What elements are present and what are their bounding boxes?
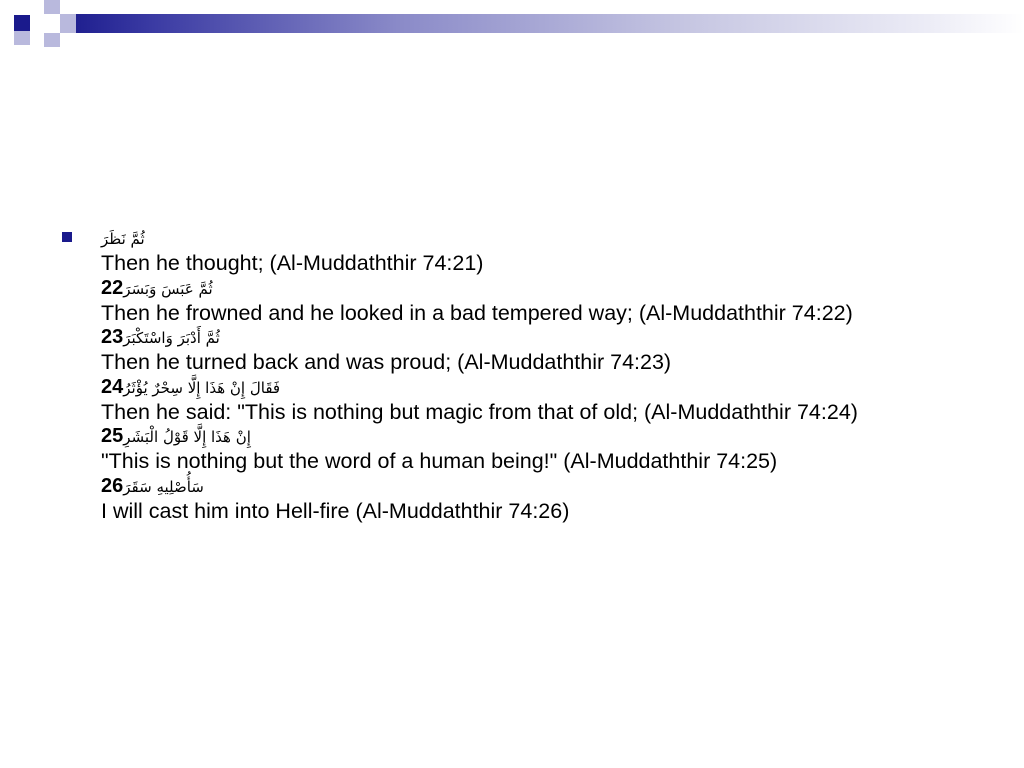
verse-item [101, 226, 962, 276]
arabic-text: ثُمَّ عَبَسَ وَبَسَرَ [123, 279, 213, 298]
verse-item [101, 474, 962, 524]
arabic-text: فَقَالَ إِنْ هَذَا إِلَّا سِحْرٌ يُؤْثَرُ [123, 378, 281, 397]
verse-item [101, 325, 962, 375]
translation-line: Then he said: "This is nothing but magic from that of old; (Al-Muddaththir 74:24) [101, 399, 858, 424]
arabic-text: ثُمَّ أَدْبَرَ وَاسْتَكْبَرَ [123, 329, 220, 347]
arabic-line [101, 325, 962, 350]
arabic-text: إِنْ هَذَا إِلَّا قَوْلُ الْبَشَرِ [123, 428, 251, 446]
decor-square-white [44, 14, 60, 33]
decor-square-lavender-3 [14, 31, 30, 45]
decor-square-lavender [44, 0, 60, 14]
arabic-line [101, 226, 962, 251]
translation-line: I will cast him into Hell-fire (Al-Muddaththir 74:26) [101, 498, 570, 523]
verse-number: 25 [101, 425, 124, 447]
verse-number: 26 [101, 474, 124, 497]
translation-line: Then he turned back and was proud; (Al-Muddaththir 74:23) [101, 350, 672, 374]
arabic-text: ثُمَّ نَظَرَ [101, 230, 145, 248]
decor-square-lavender-4 [44, 33, 60, 47]
verse-number: 24 [101, 375, 124, 398]
arabic-line [101, 375, 962, 400]
header-gradient-strip [60, 14, 1024, 33]
translation-line: Then he frowned and he looked in a bad tempered way; (Al-Muddaththir 74:22) [101, 300, 853, 325]
arabic-line [101, 424, 962, 449]
arabic-line [101, 474, 962, 499]
translation-line: "This is nothing but the word of a human being!" (Al-Muddaththir 74:25) [101, 449, 778, 473]
square-bullet-icon [62, 232, 72, 242]
translation-line: Then he thought; (Al-Muddaththir 74:21) [101, 251, 484, 275]
verse-number: 22 [101, 276, 124, 299]
verse-item [101, 375, 962, 425]
header-decoration-bar [0, 14, 1024, 33]
arabic-text: سَأُصْلِيهِ سَقَرَ [123, 477, 204, 496]
verse-item [101, 276, 962, 326]
decor-square-navy [14, 15, 30, 31]
verse-list [101, 226, 962, 523]
slide-body [62, 226, 962, 523]
decor-square-white-2 [60, 0, 76, 14]
decor-square-lavender-2 [60, 14, 76, 33]
verse-number: 23 [101, 326, 124, 348]
arabic-line [101, 276, 962, 301]
verse-item [101, 424, 962, 474]
